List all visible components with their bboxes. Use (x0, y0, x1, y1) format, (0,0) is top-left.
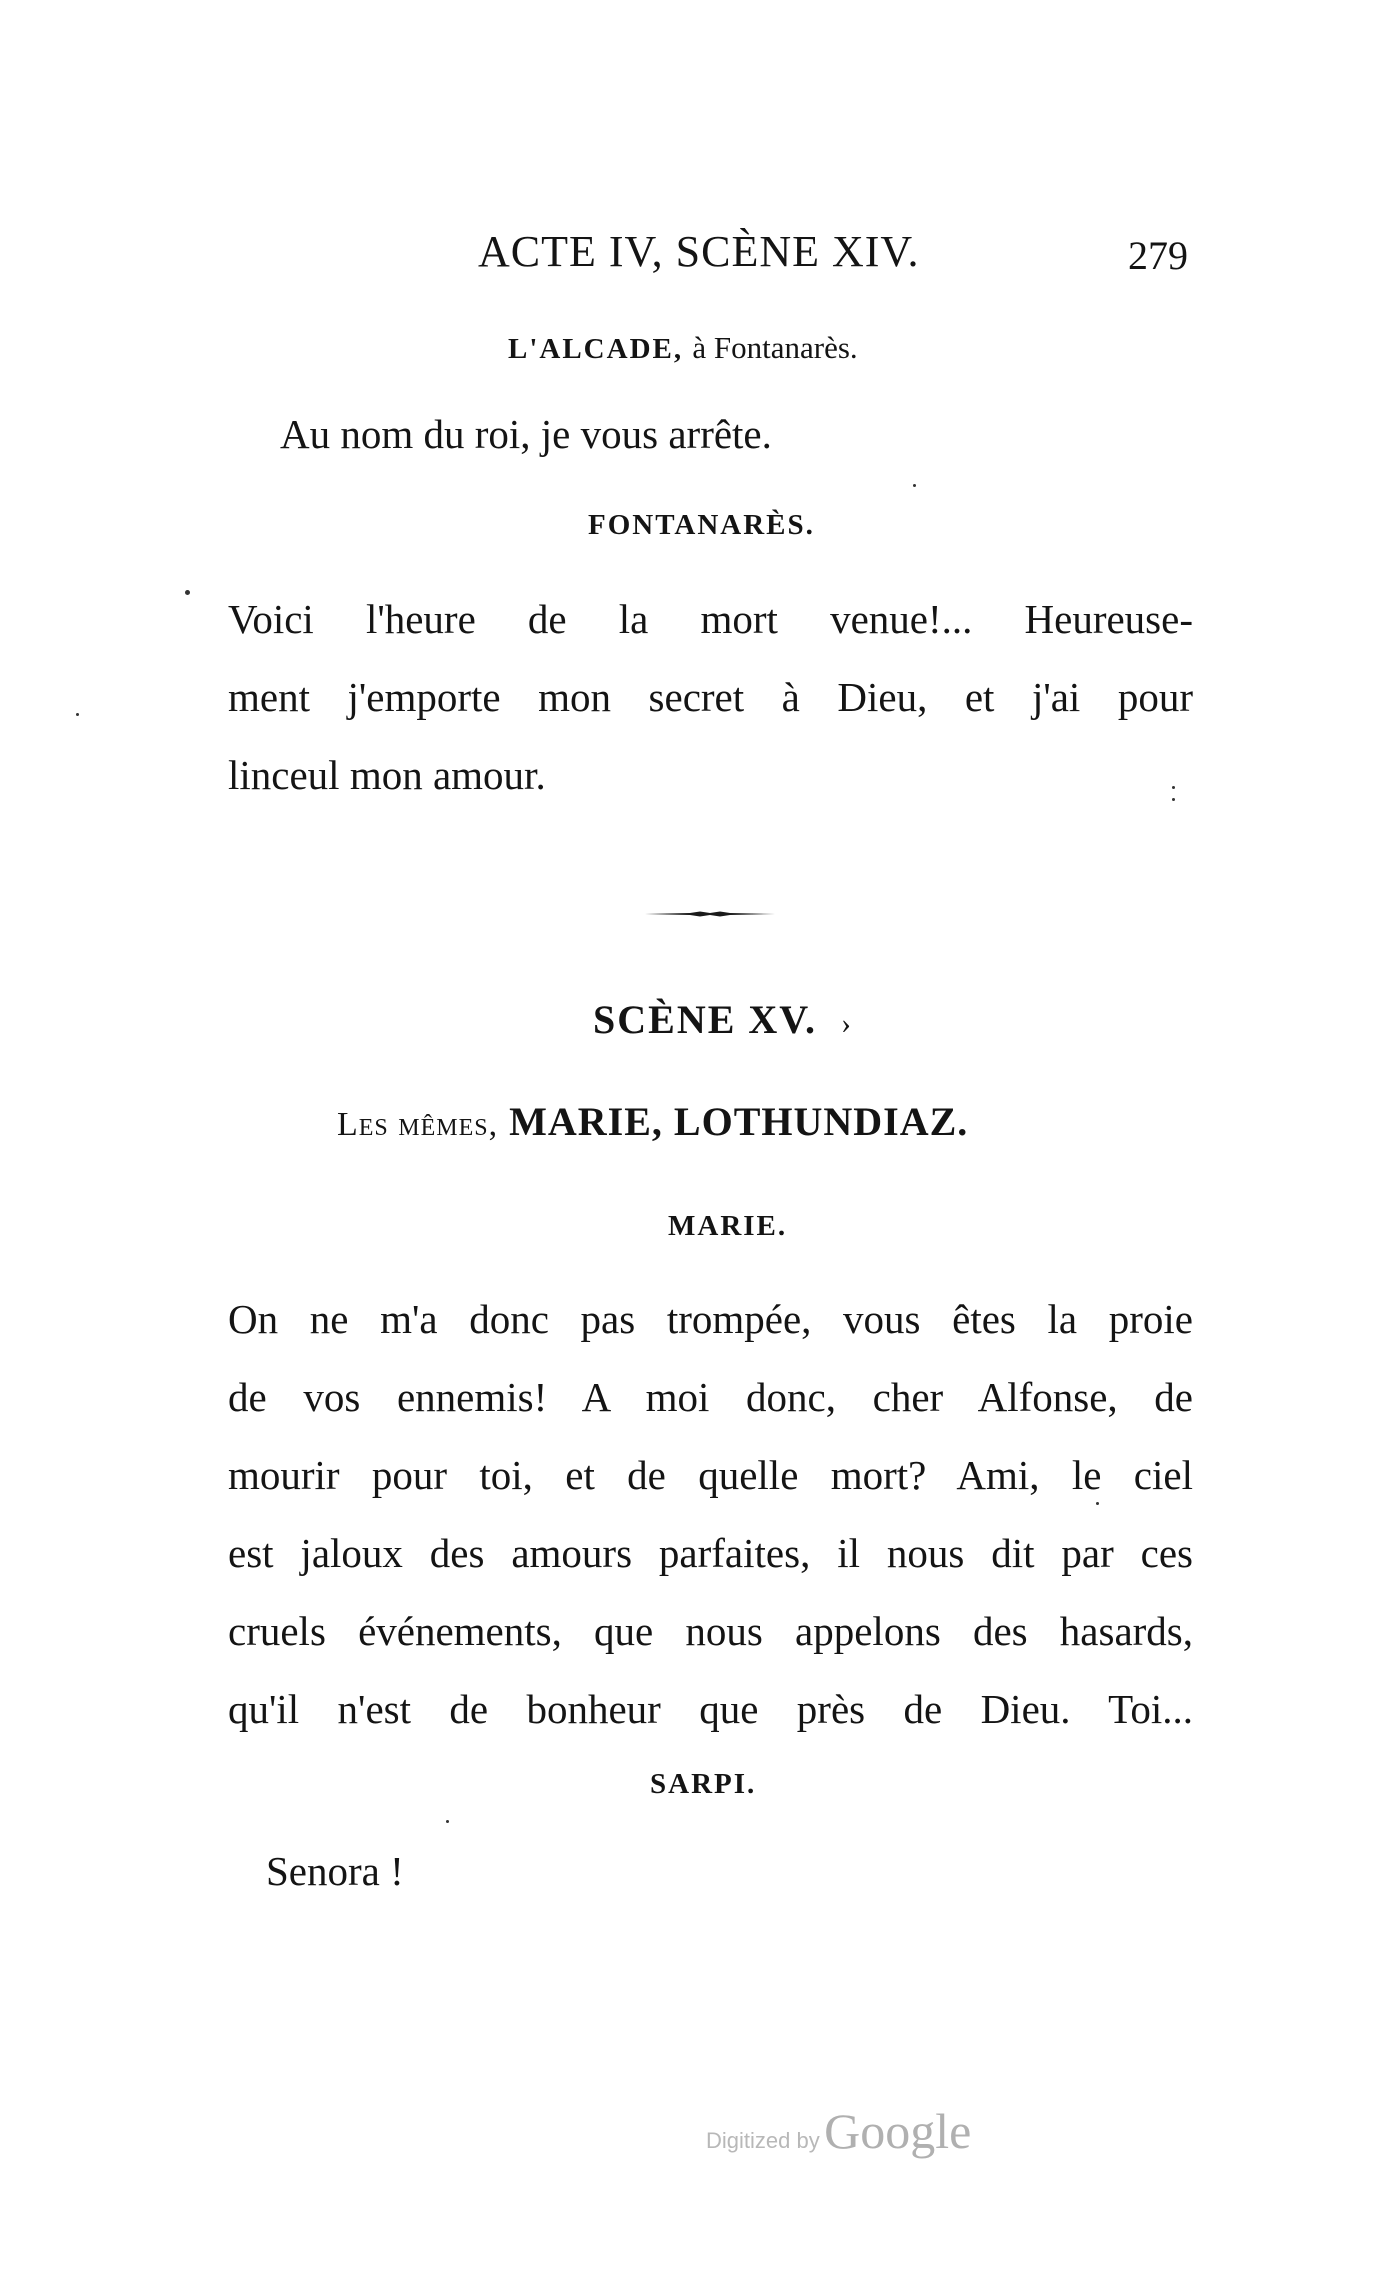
dialogue-sarpi (266, 1832, 404, 1910)
scene-title (593, 996, 853, 1043)
digitized-by-text: Digitized by (706, 2128, 820, 2153)
speaker-alcade (508, 330, 858, 366)
dialogue-alcade (280, 395, 772, 473)
page-number: 279 (1128, 233, 1188, 278)
speaker-marie: MARIE. (668, 1210, 788, 1242)
dialogue-line: est jaloux des amours parfaites, il nous dit par ces (228, 1530, 1193, 1576)
digitized-by-google-watermark (706, 2102, 971, 2160)
scene-title-text: SCÈNE XV. (593, 997, 817, 1042)
google-logo-text: Google (824, 2103, 972, 2159)
dialogue-line: On ne m'a donc pas trompée, vous êtes la proie (228, 1296, 1193, 1342)
stage-direction-alcade: à Fontanarès. (692, 330, 858, 365)
dialogue-line: mourir pour toi, et de quelle mort? Ami, le ciel (228, 1452, 1193, 1498)
ornament-divider (645, 911, 775, 917)
scan-speck (913, 484, 916, 487)
dialogue-marie (228, 1280, 1193, 1748)
scene-characters-names: MARIE, LOTHUNDIAZ. (509, 1099, 969, 1144)
running-head: ACTE IV, SCÈNE XIV. (478, 227, 920, 276)
scene-characters (337, 1098, 968, 1145)
dialogue-line: linceul mon amour. (228, 752, 546, 798)
dialogue-line: de vos ennemis! A moi donc, cher Alfonse, de (228, 1374, 1193, 1420)
stray-mark: › (841, 1007, 853, 1040)
scan-speck (1096, 1502, 1099, 1505)
speaker-sarpi: SARPI. (650, 1768, 757, 1800)
dialogue-fontanares (228, 580, 1193, 814)
scene-characters-prefix: Les mêmes, (337, 1106, 499, 1143)
dialogue-line: cruels événements, que nous appelons des hasards, (228, 1608, 1193, 1654)
dialogue-line: qu'il n'est de bonheur que près de Dieu. Toi... (228, 1686, 1193, 1732)
speaker-fontanares: FONTANARÈS. (588, 509, 815, 541)
scan-speck (185, 590, 190, 595)
scan-speck (76, 713, 79, 716)
scan-speck (446, 1820, 449, 1823)
scan-speck (1172, 798, 1175, 801)
speaker-alcade-name: L'ALCADE, (508, 333, 684, 365)
scan-speck (1172, 786, 1175, 789)
dialogue-line: ment j'emporte mon secret à Dieu, et j'ai pour (228, 674, 1193, 720)
dialogue-line: Senora ! (266, 1848, 404, 1894)
dialogue-line: Voici l'heure de la mort venue!... Heureuse- (228, 596, 1193, 642)
dialogue-line: Au nom du roi, je vous arrête. (280, 411, 772, 457)
